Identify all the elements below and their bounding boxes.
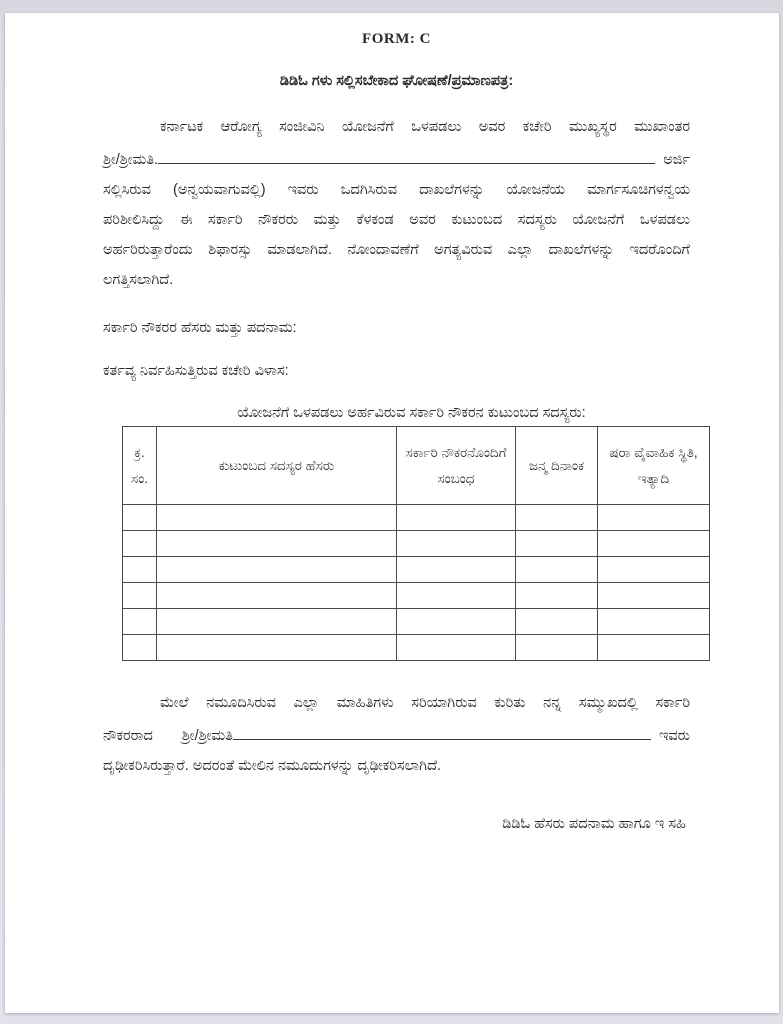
declaration-line: ಕರ್ನಾಟಕ ಆರೋಗ್ಯ ಸಂಜೀವಿನಿ ಯೋಜನೆಗೆ ಒಳಪಡಲು ಅವರ ಕಚೇರಿ ಮುಖ್ಯಸ್ಥರ ಮುಖಾಂತರ <box>160 119 690 135</box>
table-empty-cell <box>123 583 157 609</box>
table-empty-cell <box>157 505 397 531</box>
declaration-line: ಲಗತ್ತಿಸಲಾಗಿದೆ. <box>103 272 174 288</box>
certification-line: ಮೇಲೆ ನಮೂದಿಸಿರುವ ಎಲ್ಲಾ ಮಾಹಿತಿಗಳು ಸರಿಯಾಗಿರುವ ಕುರಿತು ನನ್ನ ಸಮ್ಮುಖದಲ್ಲಿ ಸರ್ಕಾರಿ <box>160 695 690 711</box>
header-family-member-name: ಕುಟುಂಬದ ಸದಸ್ಯರ ಹೆಸರು <box>157 427 397 505</box>
declaration-line: ಪರಿಶೀಲಿಸಿದ್ದು ಈ ಸರ್ಕಾರಿ ನೌಕರರು ಮತ್ತು ಕೆಳಕಂಡ ಅವರ ಕುಟುಂಬದ ಸದಸ್ಯರು ಯೋಜನೆಗೆ ಒಳಪಡಲು <box>103 212 690 228</box>
form-subtitle: ಡಿಡಿಓ ಗಳು ಸಲ್ಲಿಸಬೇಕಾದ ಘೋಷಣೆ/ಪ್ರಮಾಣಪತ್ರ: <box>279 73 514 89</box>
table-empty-cell <box>598 557 710 583</box>
table-empty-cell <box>157 635 397 661</box>
table-empty-cell <box>598 583 710 609</box>
declaration-line: ಅರ್ಹರಿರುತ್ತಾರೆಂದು ಶಿಫಾರಸ್ಸು ಮಾಡಲಾಗಿದೆ. ನೋಂದಾವಣೆಗೆ ಅಗತ್ಯವಿರುವ ಎಲ್ಲಾ ದಾಖಲೆಗಳನ್ನು ಇದರೊಂದಿಗೆ <box>103 242 690 258</box>
table-empty-cell <box>598 531 710 557</box>
declaration-line: ಸಲ್ಲಿಸಿರುವ (ಅನ್ವಯವಾಗುವಲ್ಲಿ) ಇವರು ಒದಗಿಸಿರುವ ದಾಖಲೆಗಳನ್ನು ಯೋಜನೆಯ ಮಾರ್ಗಸೂಚಿಗಳನ್ವಯ <box>103 182 690 198</box>
office-address-label: ಕರ್ತವ್ಯ ನಿರ್ವಹಿಸುತ್ತಿರುವ ಕಚೇರಿ ವಿಳಾಸ: <box>103 363 289 379</box>
certification-line-suffix: ಇವರು <box>658 728 690 744</box>
declaration-paragraph <box>103 112 690 295</box>
family-table-body <box>123 505 710 661</box>
table-empty-cell <box>123 531 157 557</box>
certification-name-line <box>103 718 690 751</box>
table-empty-cell <box>598 609 710 635</box>
table-empty-cell <box>123 505 157 531</box>
table-empty-cell <box>397 505 516 531</box>
table-empty-cell <box>397 531 516 557</box>
table-empty-cell <box>598 505 710 531</box>
table-empty-cell <box>157 609 397 635</box>
header-serial-number: ಕ್ರ. ಸಂ. <box>123 427 157 505</box>
declaration-line-suffix: ಅರ್ಜಿ <box>663 152 690 168</box>
table-empty-cell <box>516 583 598 609</box>
table-empty-cell <box>123 609 157 635</box>
header-date-of-birth: ಜನ್ಮ ದಿನಾಂಕ <box>516 427 598 505</box>
table-empty-cell <box>516 531 598 557</box>
form-page <box>5 13 779 1013</box>
table-empty-cell <box>157 557 397 583</box>
table-empty-row <box>123 557 710 583</box>
table-empty-cell <box>397 609 516 635</box>
certification-line: ದೃಢೀಕರಿಸಿರುತ್ತಾರೆ. ಅದರಂತೆ ಮೇಲಿನ ನಮೂದುಗಳನ್ನು ದೃಢೀಕರಿಸಲಾಗಿದೆ. <box>103 758 442 774</box>
certifier-name-blank-underline <box>233 718 651 740</box>
applicant-name-blank-underline <box>158 142 655 164</box>
table-empty-cell <box>397 583 516 609</box>
table-empty-row <box>123 531 710 557</box>
table-empty-row <box>123 635 710 661</box>
table-empty-cell <box>157 583 397 609</box>
header-relation-to-employee: ಸರ್ಕಾರಿ ನೌಕರನೊಂದಿಗೆ ಸಂಬಂಧ <box>397 427 516 505</box>
employee-name-designation-label: ಸರ್ಕಾರಿ ನೌಕರರ ಹೆಸರು ಮತ್ತು ಪದನಾಮ: <box>103 320 297 336</box>
table-empty-cell <box>123 635 157 661</box>
family-members-table <box>122 426 710 661</box>
table-empty-cell <box>397 635 516 661</box>
salutation-label: ಶ್ರೀ/ಶ್ರೀಮತಿ. <box>103 152 159 168</box>
table-empty-cell <box>516 505 598 531</box>
certification-line-prefix: ನೌಕರರಾದ <box>103 728 153 744</box>
table-empty-row <box>123 583 710 609</box>
table-empty-row <box>123 609 710 635</box>
table-empty-cell <box>516 609 598 635</box>
salutation-label: ಶ್ರೀ/ಶ್ರೀಮತಿ <box>181 728 233 744</box>
header-remarks-marital-status: ಷರಾ ವೈವಾಹಿಕ ಸ್ಥಿತಿ, ಇತ್ಯಾದಿ <box>598 427 710 505</box>
table-empty-row <box>123 505 710 531</box>
table-empty-cell <box>157 531 397 557</box>
ddo-signature-label: ಡಿಡಿಓ ಹೆಸರು ಪದನಾಮ ಹಾಗೂ ಇ ಸಹಿ <box>502 816 686 832</box>
table-empty-cell <box>123 557 157 583</box>
table-header-row <box>123 427 710 505</box>
table-empty-cell <box>598 635 710 661</box>
certification-paragraph <box>103 688 690 781</box>
form-title: FORM: C <box>362 31 431 47</box>
table-empty-cell <box>397 557 516 583</box>
table-empty-cell <box>516 557 598 583</box>
table-empty-cell <box>516 635 598 661</box>
declaration-name-line <box>103 142 690 175</box>
family-table-caption: ಯೋಜನೆಗೆ ಒಳಪಡಲು ಅರ್ಹವಿರುವ ಸರ್ಕಾರಿ ನೌಕರನ ಕುಟುಂಬದ ಸದಸ್ಯರು: <box>237 405 586 421</box>
